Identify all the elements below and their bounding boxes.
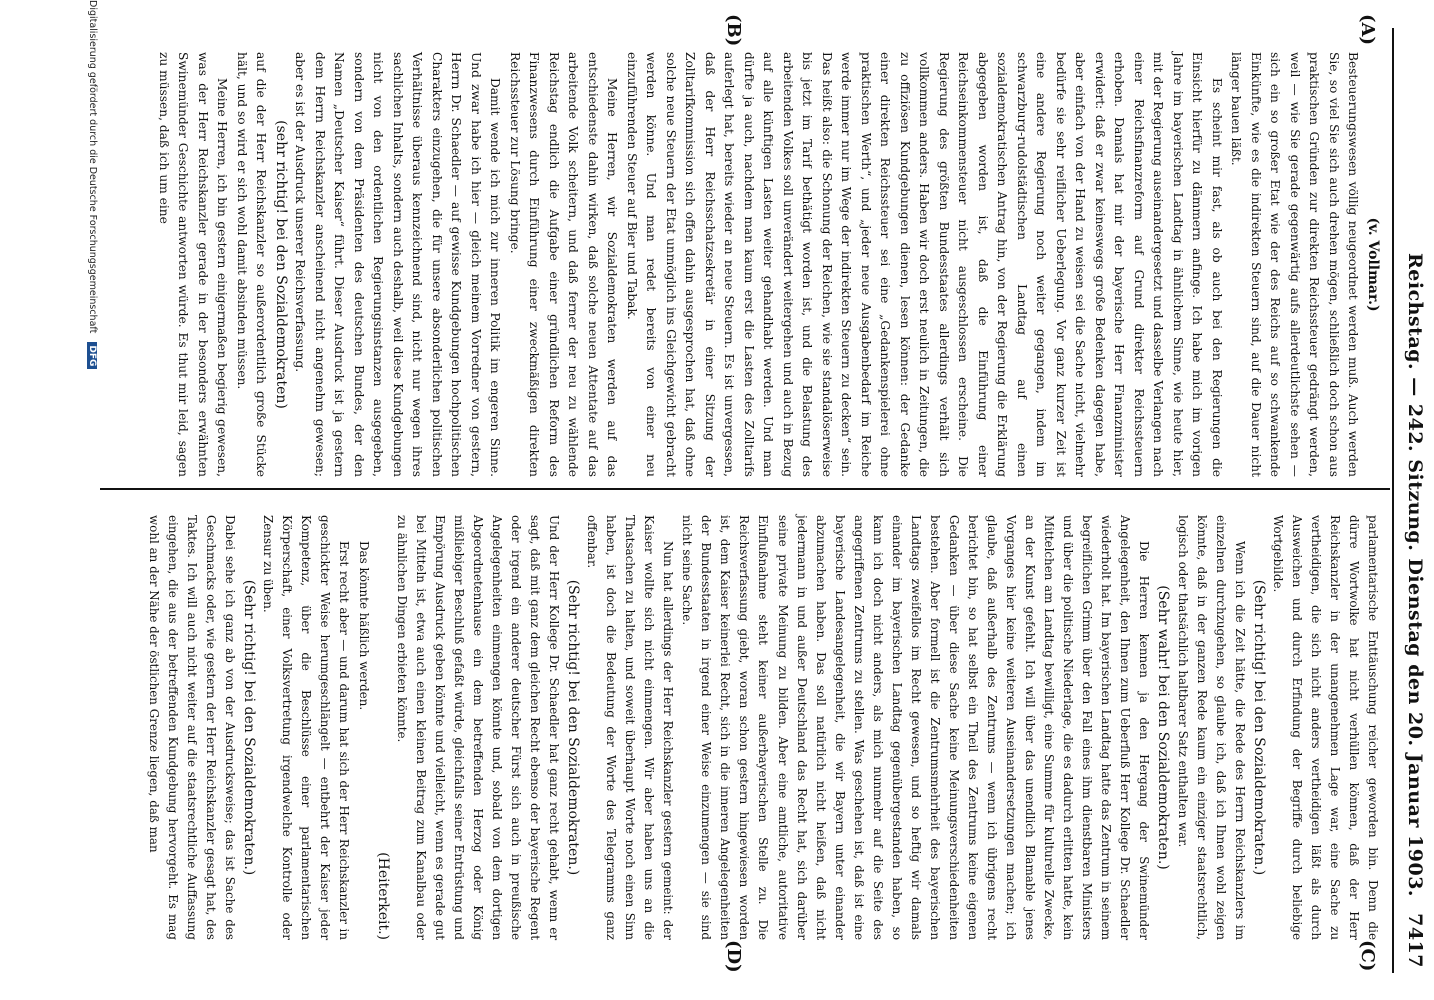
header-rule [1392, 28, 1394, 973]
paragraph: Wenn ich die Zeit hätte, die Rede des Herrn Reichskanzlers im einzelnen durchzugehen, so glaube ich, daß ich Ihnen wohl zeigen könnte, daß in der ganzen Rede kaum ein einziger staatsrechtlich, logisch oder thatsächlich haltbarer Satz enthalten war. [1175, 515, 1247, 940]
speaker-label: (v. Vollmar.) [1365, 217, 1381, 312]
interjection: (Sehr wahr! bei den Sozialdemokraten.) [1155, 585, 1172, 870]
paragraph: Meine Herren, ich bin gestern einigermaßen begierig gewesen, was der Herr Reichskanzler gerade in der besonders erwähnten Swinemünder Geschichte antworten würde. Es thut mir leid, sagen zu müssen, daß ich um eine [157, 52, 230, 477]
interjection: (Sehr richtig! bei den Sozialdemokraten.) [1250, 579, 1267, 876]
interjection: (Heiterkeit.) [374, 852, 391, 940]
page-title: Reichstag. — 242. Sitzung. Dienstag den 20. Januar 1903. [1404, 253, 1426, 898]
credit-text: Digitalisierung gefördert durch die Deutsche Forschungsgemeinschaft [87, 0, 98, 334]
margin-letter-b: (B) [723, 14, 744, 47]
left-text-column [154, 52, 1383, 477]
interjection: (sehr richtig! bei den Sozialdemokraten) [273, 120, 289, 409]
interjection: (Sehr richtig! bei den Sozialdemokraten.) [565, 579, 582, 876]
digitization-credit [84, 0, 98, 1000]
paragraph: Es scheint mir fast, als ob auch bei den Regierungen die Einsicht hierfür zu dämmern anfinge. Ich habe mich im vorigen Jahre im bayerischen Landtag in ähnlichem Sinne, wie heute hier, mit der Regierung auseinandergesetzt und dasselbe Verlangen nach einer Reichsfinanzreform auf Grund direkter Reichssteuern erhoben. Damals hat mir der bayerische Herr Finanzminister erwidert: daß er zwar keineswegs große Bedenken dagegen habe, aber einfach von der Hand zu weisen sei die Sache nicht, vielmehr bedürfe sie sehr reiflicher Ueberlegung. Vor ganz kurzer Zeit ist eine andere Regierung noch weiter gegangen, indem im schwarzburg-rudolstädtischen Landtag auf einen sozialdemokratischen Antrag hin, von der Regierung die Erklärung abgegeben worden ist, daß die Einführung einer Reichseinkommensteuer nicht ausgeschlossen erscheine. Die Regierung des größten Bundesstaates allerdings verhält sich vollkommen anders. Haben wir doch erst neulich in Zeitungen, die zu offiziösen Kundgebungen dienen, lesen können: der Gedanke einer direkten Reichssteuer sei eine „Gedankenspielerei ohne praktischen Werth“, und „jeder neue Ausgabenbedarf im Reiche werde immer nur im Wege der indirekten Steuern zu decken“ sein. Das heißt also: die Schonung der Reichen, wie sie standalöserweise bis jetzt im Tarif bethätigt worden ist, und die Belastung des arbeitenden Volkes soll unverändert weitergehen und auch in Bezug auf alle künftigen Lasten weiter gehandhabt werden. Und man dürfte ja auch, nachdem man kaum erst die Lasten des Zolltarifs auferlegt hat, bereits wieder an neue Steuern. Es ist unvergessen, daß der Herr Reichsschatzsekretär in einer Sitzung der Zolltarifkommission sich offen dahin ausgesprochen hat, daß ohne solche neue Steuern der Etat unmöglich ins Gleichgewicht gebracht werden könne. Und man redet bereits von einer neu einzuführenden Steuer auf Bier und Tabak. [625, 52, 1224, 477]
paragraph: Damit wende ich mich zur inneren Politik im engeren Sinne. Und zwar habe ich hier — gleich meinem Vorredner von gestern, Herrn Dr. Schaedler — auf gewisse Kundgebungen hochpolitischen Charakters einzugehen, die für unsere absonderlichen politischen Verhältnisse überaus kennzeichnend sind, nicht nur wegen ihres sachlichen Inhalts, sondern auch deshalb, weil diese Kundgebungen nicht von den ordentlichen Regierungsinstanzen ausgegeben, sondern von dem Präsidenten des deutschen Bundes, der den Namen „Deutscher Kaiser“ führt. Dieser Ausdruck ist ja gestern dem Herrn Reichskanzler anscheinend nicht angenehm gewesen; aber es ist der Ausdruck unserer Reichsverfassung. [293, 52, 503, 477]
paragraph: Besteuerungswesen völlig neugeordnet werden muß. Auch werden Sie, so viel Sie sich auch drehen mögen, schließlich doch schon aus praktischen Gründen zur direkten Reichssteuer gedrängt werden, weil — wie Sie gerade gegenwärtig aufs allerdeutlichste sehen — sich ein so großer Etat wie der des Reichs auf so schwankende Einkünfte, wie es die indirekten Steuern sind, auf die Dauer nicht länger bauen läßt. [1229, 52, 1361, 477]
right-text-column [144, 515, 1382, 940]
margin-letter-c: (C) [1357, 940, 1378, 972]
paragraph: Das könnte häßlich werden. [356, 541, 371, 711]
paragraph: Dabei sehe ich ganz ab von der Ausdrucksweise; das ist Sache des Geschmacks oder, wie gestern der Herr Reichskanzler gesagt hat, des Taktes. Ich will auch nicht weiter auf die staatsrechtliche Auffassung eingehen, die aus der betreffenden Kundgebung hervorgeht. Es mag wohl an der Nähe der östlichen Grenze liegen, daß man [147, 515, 238, 940]
page-number: 7417 [1404, 913, 1426, 968]
margin-letter-d: (D) [723, 940, 744, 973]
page-header [1398, 48, 1428, 968]
paragraph: Erst recht aber — und darum hat sich der Herr Reichskanzler in geschickter Weise herumgeschlängelt — entbehrt der Kaiser jeder Kompetenz, über die Beschlüsse einer parlamentarischen Körperschaft, einer Volksvertretung irgendwelche Kontrolle oder Zensur zu üben. [261, 515, 352, 940]
paragraph: Die Herren kennen ja den Hergang der Swinemünder Angelegenheit, den Ihnen zum Ueberfluß Herr Kollege Dr. Schaedler wiederholt hat. Im bayerischen Landtag hatte das Zentrum in seinem begreiflichen Grimm über den Fall eines ihm dienstbaren Ministers und über die politische Niederlage, die es dadurch erlitten hatte, kein Mittelchen am Landtag bewilligt, eine Summe für kulturelle Zwecke, an der Kunst gefehlt. Ich will über das unendlich Blamable jenes Vorganges hier keine weiteren Auseinandersetzungen machen; ich glaube, daß außerhalb des Zentrums — wenn ich übrigens recht berichtet bin, so hat selbst ein Theil des Zentrums keine eigenen Gedanken — über diese Sache keine Meinungsverschiedenheiten bestehen. Aber formell ist die Zentrumsmehrheit des bayerischen Landtags zweifellos im Recht gewesen, und so heftig wir damals einander im bayerischen Landtag gegenübergestanden haben, so kann ich doch nicht anders, als mich nunmehr auf die Seite des angegriffenen Zentrums zu stellen. Was geschehen ist, daß ist eine bayerische Landesangelegenheit, die wir Bayern unter einander abzumachen haben. Das soll natürlich nicht heißen, daß nicht jedermann in und außer Deutschland das Recht hat, sich darüber seine private Meinung zu bilden. Aber eine amtliche, autoritative Einflußnahme steht keiner außerbayerischen Stelle zu. Die Reichsverfassung giebt, woran schon gestern hingewiesen worden ist, dem Kaiser keinerlei Recht, sich in die inneren Angelegenheiten der Bundesstaaten in irgend einer Weise einzumengen — sie sind nicht seine Sache. [680, 515, 1152, 940]
paragraph: Meine Herren, wir Sozialdemokraten werden auf das entschiedenste dahin wirken, daß solche neuen Attentate auf das arbeitende Volk scheitern, und daß ferner der neu zu wählende Reichstag endlich die Aufgabe einer gründlichen Reform des Finanzwesens durch Einführung einer zweckmäßigen direkten Reichssteuer zur Lösung bringe. [508, 52, 620, 477]
paragraph: auf die der Herr Reichskanzler so außerordentlich große Stücke hält, und so wird er sich wohl damit absinden müssen. [235, 52, 269, 477]
margin-letter-a: (A) [1357, 14, 1378, 45]
paragraph: Und der Herr Kollege Dr. Schaedler hat ganz recht gehabt, wenn er sagt, daß mit ganz dem gleichen Recht ebenso der bayerische Regent oder irgend ein anderer deutscher Fürst sich auch in preußische Angelegenheiten einmengen könnte und, sobald von dem dortigen Abgeordnetenhause ein dem betreffenden Herzog oder König mißliebiger Beschluß gefaßt würde, gleichfalls seiner Entrüstung und Empörung Ausdruck geben könnte und vielleicht, wenn es gerade gut bei Mitteln ist, etwa auch einen kleinen Beitrag zum Kanalbau oder zu ähnlichen Dingen erbieten könnte. [394, 515, 561, 940]
paragraph: parlamentarische Enttäuschung reicher geworden bin. Denn die dürre Wortwolke hat nicht verhüllen können, daß der Herr Reichskanzler in der unangenehmen Lage war, eine Sache zu vertheidigen, die sich nicht anders vertheidigen läßt als durch Ausweichen und durch Erfindung der Begriffe durch beliebige Wortgebilde. [1270, 515, 1380, 940]
column-divider [100, 488, 1390, 490]
interjection: (Sehr richtig! bei den Sozialdemokraten.) [241, 579, 258, 876]
paragraph: Nun hat allerdings der Herr Reichskanzler gestern gemeint: der Kaiser wollte sich nicht einmengen. Wir aber haben uns an die Thatsachen zu halten, und soweit überhaupt Worte noch einen Sinn haben, ist doch die Bedeutung der Worte des Telegramms ganz offenbar. [585, 515, 676, 940]
dfg-logo: DFG [87, 342, 97, 369]
